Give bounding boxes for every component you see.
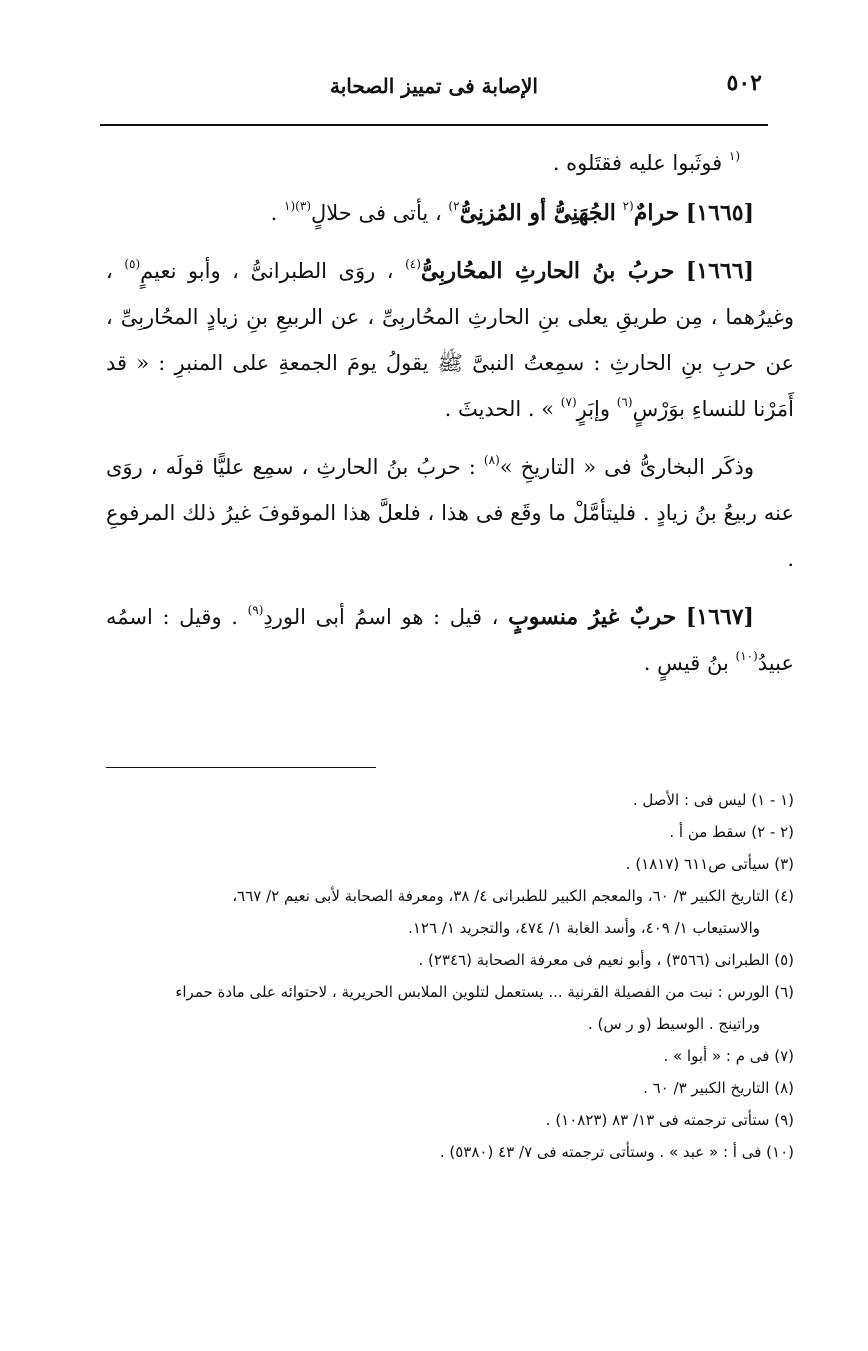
footnote-marker: (٢ bbox=[622, 199, 634, 213]
entry-text: بنُ قيسٍ . bbox=[643, 651, 729, 675]
paragraph-continuation bbox=[106, 140, 794, 186]
footnote: (٥) الطبرانى (٣٥٦٦) ، وأبو نعيم فى معرفة الصحابة (٢٣٤٦) . bbox=[418, 951, 794, 969]
entry-name: حربُ بنُ الحارثِ المحُاربِىُّ bbox=[420, 258, 675, 284]
footnote-marker: ٢) bbox=[448, 199, 460, 213]
footnote-marker: (٨) bbox=[483, 453, 500, 467]
footnote: (٩) ستأتى ترجمته فى ١٣/ ٨٣ (١٠٨٢٣) . bbox=[545, 1111, 794, 1129]
footnote: (١٠) فى أ : « عبد » . وستأتى ترجمته فى ٧/ ٤٣ (٥٣٨٠) . bbox=[439, 1143, 794, 1161]
entry-text: ، قيل : هو اسمُ أبى الوردِ bbox=[263, 605, 499, 629]
paragraph-text: وذكَر البخارىُّ فى « التاريخِ » bbox=[499, 455, 754, 479]
footnote bbox=[96, 976, 794, 1040]
entry-number: [١٦٦٥] bbox=[685, 200, 754, 226]
paragraph-text: فوثَبوا عليه فقتَلوه . bbox=[552, 151, 723, 175]
entry-number: [١٦٦٦] bbox=[685, 258, 754, 284]
entry-text: وإبَرٍ bbox=[576, 397, 611, 421]
entry-text: » . الحديثَ . bbox=[444, 397, 555, 421]
footnote: (٣) سيأتى ص٦١١ (١٨١٧) . bbox=[625, 855, 794, 873]
page-header bbox=[100, 68, 768, 112]
entry-text: ، وغيرُهما ، مِن طريقِ يعلى بنِ الحارثِ المحُاربِىِّ ، عن الربيعِ بنِ زيادٍ المحُاربِىِّ ، عن حربِ بنِ الحارثِ : سمِعتُ النبىَّ ﷺ يقولُ يومَ الجمعةِ على المنبرِ : « قد أَمَرْنا للنساءِ بوَرْسٍ bbox=[106, 259, 794, 421]
entry-text: ، يأتى فى حلالٍ bbox=[311, 201, 442, 225]
entry-text: ، روَى الطبرانىُّ ، وأبو نعيمٍ bbox=[140, 259, 394, 283]
footnote-continuation: والاستيعاب ١/ ٤٠٩، وأسد الغابة ١/ ٤٧٤، والتجريد ١/ ١٢٦. bbox=[408, 919, 760, 937]
paragraph-text: : حربُ بنُ الحارثِ ، سمِع عليًّا قولَه ، روَى عنه ربيعُ بنُ زيادٍ . فليتأمَّلْ ما وقَع فى هذا ، فلعلَّ هذا الموقوفَ غيرُ ذلك المرفوعِ . bbox=[106, 455, 794, 571]
main-text bbox=[106, 140, 794, 698]
footnote-line: (٤) التاريخ الكبير ٣/ ٦٠، والمعجم الكبير للطبرانى ٤/ ٣٨، ومعرفة الصحابة لأبى نعيم ٢/ ٦٦٧، bbox=[232, 887, 794, 905]
footnote: (٧) فى م : « أبوا » . bbox=[663, 1047, 794, 1065]
entry-name-variant: الجُهَنِىُّ أو المُزنِىُّ bbox=[459, 200, 616, 226]
footnote: (١ - ١) ليس فى : الأصل . bbox=[632, 791, 794, 809]
footnote bbox=[96, 880, 794, 944]
footnote-line: (٦) الورس : نبت من الفصيلة القرنية ... يستعمل لتلوين الملابس الحريرية ، لاحتوائه على مادة حمراء bbox=[175, 983, 794, 1001]
entry-1665 bbox=[106, 190, 794, 236]
page-number: ٥٠٢ bbox=[726, 70, 762, 96]
footnote-marker: (٤) bbox=[405, 257, 421, 271]
footnote-marker: (١ bbox=[728, 149, 740, 163]
footnote: (٢ - ٢) سقط من أ . bbox=[669, 823, 794, 841]
entry-name: حرامٌ bbox=[633, 200, 680, 226]
entry-name: حربٌ غيرُ منسوبٍ bbox=[508, 604, 677, 630]
footnote-continuation: وراتينج . الوسيط (و ر س) . bbox=[587, 1015, 760, 1033]
paragraph-bukhari bbox=[106, 444, 794, 582]
footnote-marker: (٩) bbox=[247, 603, 264, 617]
entry-end: . bbox=[270, 201, 278, 225]
footnote: (٨) التاريخ الكبير ٣/ ٦٠ . bbox=[643, 1079, 794, 1097]
footnote-marker: (٣)(١ bbox=[284, 199, 312, 213]
entry-number: [١٦٦٧] bbox=[685, 604, 754, 630]
footnote-marker: (٦) bbox=[616, 395, 633, 409]
footnote-separator bbox=[106, 767, 376, 768]
footnote-marker: (١٠) bbox=[735, 649, 758, 663]
entry-1667 bbox=[106, 594, 794, 686]
footnotes bbox=[96, 784, 794, 1168]
footnote-marker: (٥) bbox=[124, 257, 141, 271]
entry-1666 bbox=[106, 248, 794, 432]
footnote-marker: (٧) bbox=[560, 395, 577, 409]
entry-text: . وقيل : اسمُه عبيدُ bbox=[106, 605, 794, 675]
header-rule bbox=[100, 124, 768, 126]
running-title: الإصابة فى تمييز الصحابة bbox=[330, 74, 538, 98]
